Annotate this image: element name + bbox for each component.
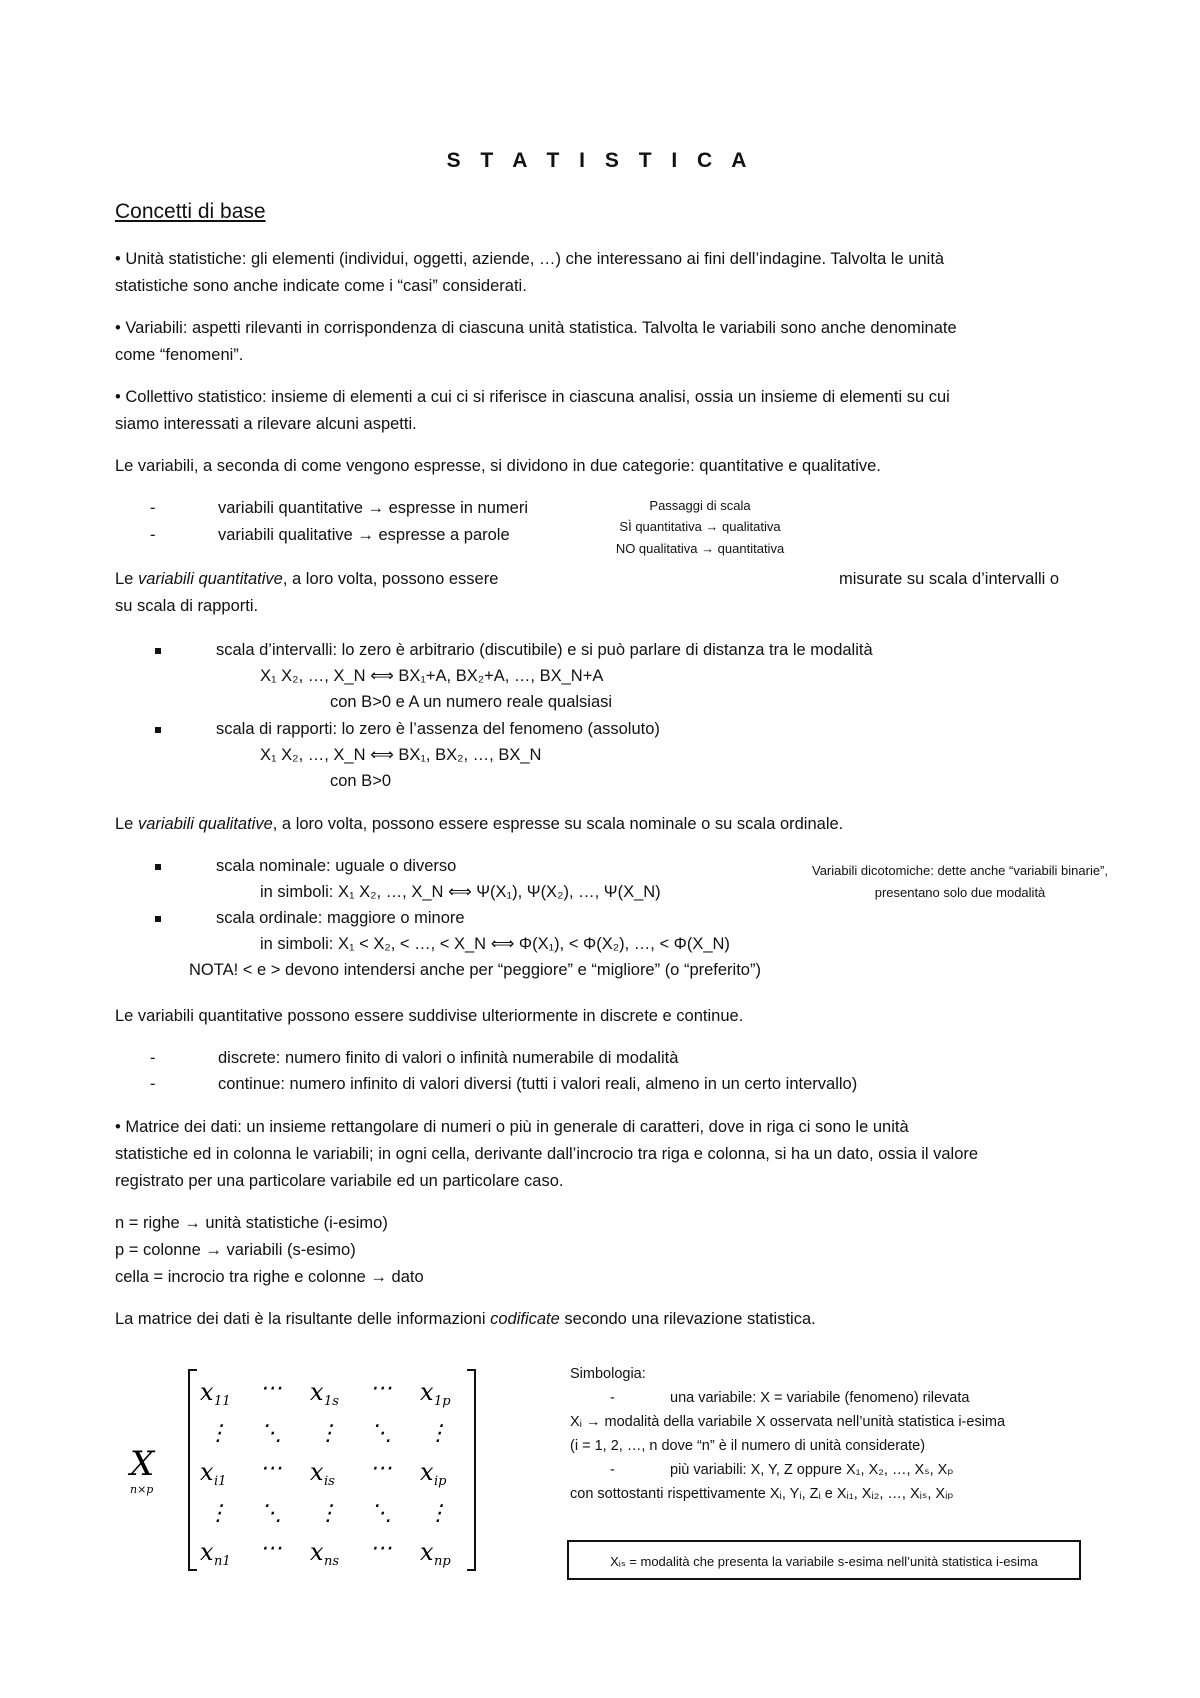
def-variabili-line2: come “fenomeni”. [115, 346, 244, 364]
cell-xnp: x [420, 1538, 434, 1566]
data-matrix-figure [125, 1355, 485, 1585]
matrix-X: X [130, 1444, 155, 1484]
term-qualitative: variabili qualitative [137, 815, 273, 833]
simbologia-line: con sottostanti rispettivamente Xᵢ, Yᵢ, Zᵢ e Xᵢ₁, Xᵢ₂, …, Xᵢₛ, Xᵢₚ [570, 1486, 954, 1502]
term-codificate: codificate [490, 1310, 560, 1328]
cell-xip: x [420, 1458, 434, 1486]
simbologia-line: - più variabili: X, Y, Z oppure X₁, X₂, …, Xₛ, Xₚ [610, 1462, 954, 1478]
dicotomiche-line2: presentano solo due modalità [874, 885, 1046, 900]
def-unita-line2: statistiche sono anche indicate come i “casi” considerati. [115, 277, 527, 295]
matrix-right-bracket [467, 1370, 475, 1570]
ordinale-formula: in simboli: X₁ < X₂, < …, < X_N ⟺ Φ(X₁), < Φ(X₂), …, < Φ(X_N) [260, 935, 730, 953]
svg-text:⋱: ⋱ [260, 1421, 282, 1446]
simbologia-line: - una variabile: X = variabile (fenomeno) rilevata [610, 1390, 970, 1406]
list-item-text: variabili quantitative → espresse in numeri [218, 499, 528, 517]
list-item-text: variabili qualitative → espresse a parole [218, 526, 510, 544]
ordinale-label: scala ordinale: maggiore o minore [216, 909, 465, 927]
list-item: - variabili quantitative → espresse in numeri [150, 499, 528, 517]
rapporti-formula: X₁ X₂, …, X_N ⟺ BX₁, BX₂, …, BX_N [260, 746, 542, 764]
intervalli-formula: X₁ X₂, …, X_N ⟺ BX₁+A, BX₂+A, …, BX_N+A [260, 667, 604, 685]
svg-text:⋱: ⋱ [370, 1421, 392, 1446]
passaggi-yes: SÌ quantitativa → qualitativa [619, 519, 781, 534]
svg-text:⋮: ⋮ [317, 1501, 339, 1526]
intervalli-label: scala d’intervalli: lo zero è arbitrario (discutibile) e si può parlare di distanza tra le modalità [216, 641, 873, 659]
def-variabili-line1: • Variabili: aspetti rilevanti in corrispondenza di ciascuna unità statistica. Talvolta le variabili sono anche denominate [115, 319, 957, 337]
svg-text:i1: i1 [214, 1474, 227, 1489]
nominale-label: scala nominale: uguale o diverso [216, 857, 457, 875]
svg-text:⋮: ⋮ [207, 1501, 229, 1526]
svg-text:11: 11 [214, 1394, 231, 1409]
svg-text:⋮: ⋮ [317, 1421, 339, 1446]
cell-xn1: x [200, 1538, 214, 1566]
matrix-dim: n×p [130, 1483, 154, 1496]
qual-intro: Le variabili qualitative, a loro volta, possono essere espresse su scala nominale o su scala ordinale. [115, 815, 844, 833]
svg-text:ip: ip [434, 1474, 447, 1489]
cell-xns: x [310, 1538, 324, 1566]
svg-text:ns: ns [324, 1554, 340, 1569]
npc-line: p = colonne → variabili (s-esimo) [115, 1241, 356, 1259]
dicotomiche-line1: Variabili dicotomiche: dette anche “variabili binarie”, [811, 863, 1109, 878]
cell-xi1: x [200, 1458, 214, 1486]
list-item [115, 637, 873, 664]
cell-x1p: x [420, 1378, 434, 1406]
svg-text:⋯: ⋯ [260, 1536, 282, 1561]
matrice-line1: • Matrice dei dati: un insieme rettangolare di numeri o più in generale di caratteri, dove in riga ci sono le unità [115, 1118, 909, 1136]
matrice-line2: statistiche ed in colonna le variabili; in ogni cella, derivante dall’incrocio tra riga e colonna, si ha un dato, ossia il valore [115, 1145, 979, 1163]
svg-text:⋯: ⋯ [370, 1456, 392, 1481]
list-item [115, 905, 465, 932]
svg-text:⋯: ⋯ [370, 1536, 392, 1561]
passaggi-title: Passaggi di scala [649, 498, 751, 513]
def-collettivo-line2: siamo interessati a rilevare alcuni aspetti. [115, 415, 417, 433]
svg-text:1p: 1p [434, 1394, 451, 1409]
list-item [115, 716, 660, 743]
list-item: - continue: numero infinito di valori diversi (tutti i valori reali, almeno in un certo intervallo) [150, 1075, 858, 1093]
svg-text:⋮: ⋮ [427, 1421, 449, 1446]
nominale-formula: in simboli: X₁ X₂, …, X_N ⟺ Ψ(X₁), Ψ(X₂), …, Ψ(X_N) [260, 883, 661, 901]
list-item-text: discrete: numero finito di valori o infinità numerabile di modalità [218, 1049, 679, 1067]
list-item-text: continue: numero infinito di valori diversi (tutti i valori reali, almeno in un certo intervallo) [218, 1075, 858, 1093]
svg-text:⋱: ⋱ [370, 1501, 392, 1526]
ordinale-nota: NOTA! < e > devono intendersi anche per “peggiore” e “migliore” (o “preferito”) [189, 961, 761, 979]
list-item [115, 853, 456, 880]
definition-box: Xᵢₛ = modalità che presenta la variabile s-esima nell’unità statistica i-esima [567, 1540, 1081, 1580]
def-unita-line1: • Unità statistiche: gli elementi (individui, oggetti, aziende, …) che interessano ai fini dell’indagine. Talvolta le unità [115, 250, 945, 268]
quant-intro: Le variabili quantitative, a loro volta, possono essere [115, 570, 499, 588]
npc-line: cella = incrocio tra righe e colonne → dato [115, 1268, 424, 1286]
list-item: - variabili qualitative → espresse a parole [150, 526, 510, 544]
svg-text:⋮: ⋮ [207, 1421, 229, 1446]
svg-text:⋯: ⋯ [260, 1456, 282, 1481]
quant-intro-end: su scala di rapporti. [115, 597, 259, 615]
npc-line: n = righe → unità statistiche (i-esimo) [115, 1214, 388, 1232]
term-quantitative: variabili quantitative [137, 570, 283, 588]
svg-text:np: np [434, 1554, 451, 1569]
matrix-left-bracket [189, 1370, 197, 1570]
svg-text:⋯: ⋯ [260, 1376, 282, 1401]
intervalli-cond: con B>0 e A un numero reale qualsiasi [330, 693, 613, 711]
rapporti-cond: con B>0 [330, 772, 392, 790]
cell-x1s: x [310, 1378, 324, 1406]
svg-text:⋯: ⋯ [370, 1376, 392, 1401]
page-title: S T A T I S T I C A [446, 149, 754, 172]
risultante-paragraph: La matrice dei dati è la risultante delle informazioni codificate secondo una rilevazione statistica. [115, 1310, 816, 1328]
section-heading: Concetti di base [115, 200, 266, 223]
svg-text:is: is [324, 1474, 335, 1489]
cell-x11: x [200, 1378, 214, 1406]
simbologia-title: Simbologia: [570, 1366, 646, 1382]
simbologia-line: (i = 1, 2, …, n dove “n” è il numero di unità considerate) [570, 1438, 926, 1454]
svg-text:n1: n1 [214, 1554, 231, 1569]
svg-text:⋮: ⋮ [427, 1501, 449, 1526]
list-item: - discrete: numero finito di valori o infinità numerabile di modalità [150, 1049, 679, 1067]
svg-text:⋱: ⋱ [260, 1501, 282, 1526]
cell-xis: x [310, 1458, 324, 1486]
simbologia-line: Xᵢ → modalità della variabile X osservata nell’unità statistica i-esima [570, 1414, 1006, 1430]
passaggi-no: NO qualitativa → quantitativa [615, 541, 785, 556]
rapporti-label: scala di rapporti: lo zero è l’assenza del fenomeno (assoluto) [216, 720, 660, 738]
def-collettivo-line1: • Collettivo statistico: insieme di elementi a cui ci si riferisce in ciascuna analisi, ossia un insieme di elementi su cui [115, 388, 950, 406]
matrice-line3: registrato per una particolare variabile ed un particolare caso. [115, 1172, 564, 1190]
suddivise-paragraph: Le variabili quantitative possono essere suddivise ulteriormente in discrete e continue. [115, 1007, 744, 1025]
quant-intro-cont: misurate su scala d’intervalli o [839, 570, 1060, 588]
categorie-paragraph: Le variabili, a seconda di come vengono espresse, si dividono in due categorie: quantitative e qualitative. [115, 457, 881, 475]
svg-text:1s: 1s [324, 1394, 339, 1409]
